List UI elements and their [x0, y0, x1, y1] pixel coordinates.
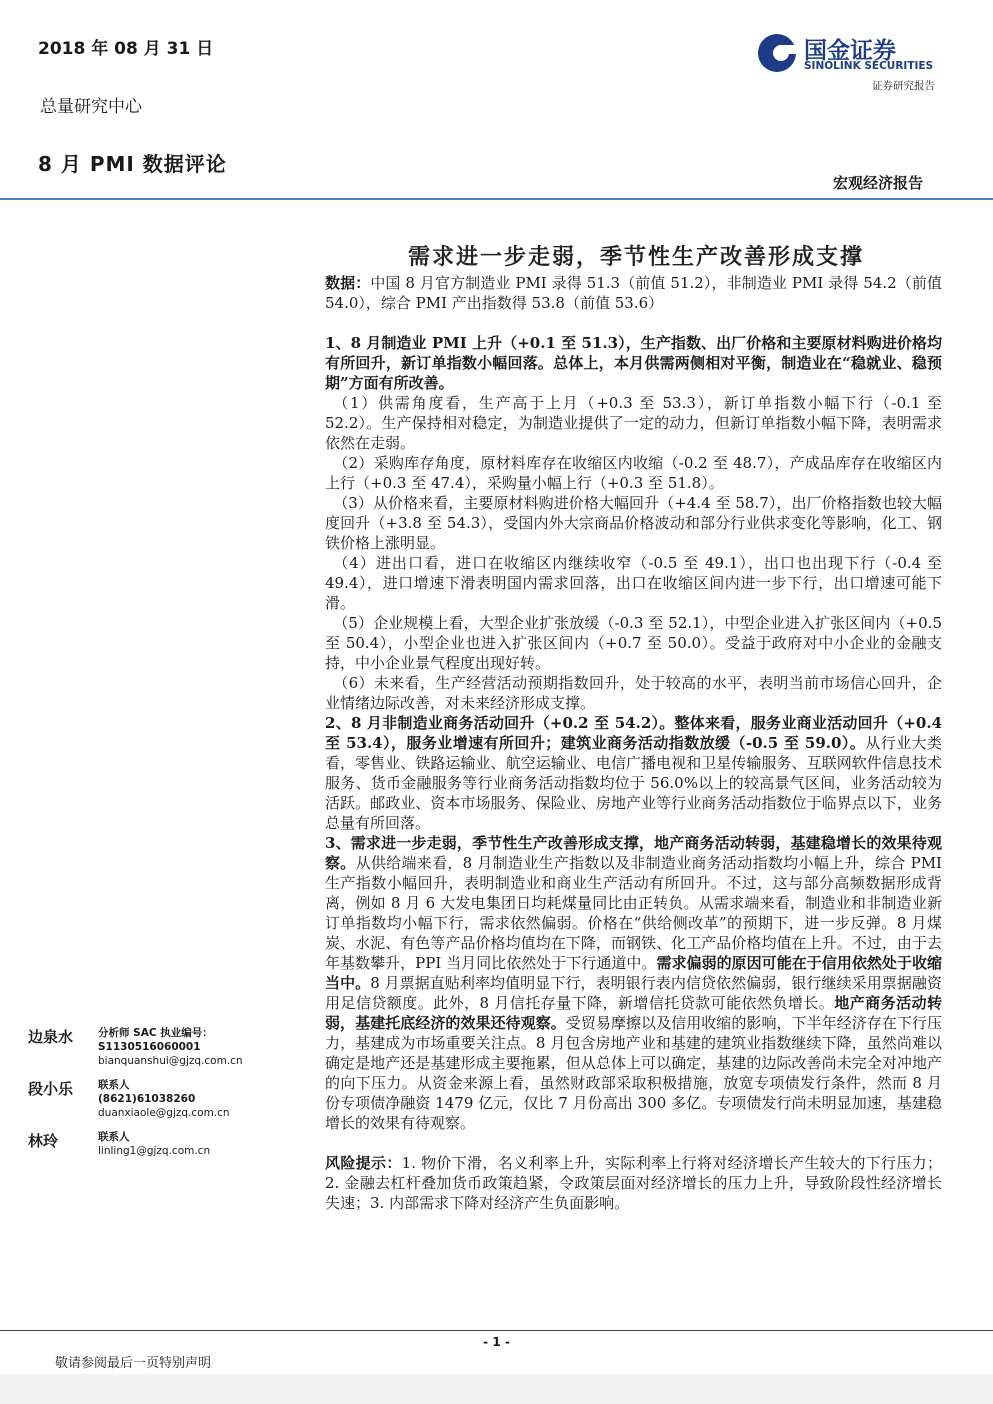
header-divider — [0, 198, 993, 200]
section-3-text-2: 8 月票据直贴利率均值明显下行，表明银行表内信贷依然偏弱，银行继续采用票据融资用足信贷额度。此外，8 月信托存量下降，新增信托贷款可能依然负增长。 — [325, 974, 942, 1012]
section-1-point-6: （6）未来看，生产经营活动预期指数回升，处于较高的水平，表明当前市场信心回升，企业情绪边际改善，对未来经济形成支撑。 — [325, 674, 942, 712]
data-summary — [325, 273, 942, 313]
section-3-bold-2: 需求偏弱的原因可能在于信用依然处于收缩当中。 — [325, 954, 942, 992]
section-1-point-2: （2）采购库存角度，原材料库存在收缩区内收缩（-0.2 至 48.7），产成品库存在收缩区内上行（+0.3 至 47.4），采购量小幅上行（+0.3 至 51.8）。 — [325, 454, 942, 492]
author-email[interactable]: duanxiaole@gjzq.com.cn — [98, 1107, 230, 1119]
sinolink-logo-icon — [756, 32, 798, 74]
author-list — [28, 1026, 313, 1180]
data-text: 中国 8 月官方制造业 PMI 录得 51.3（前值 51.2），非制造业 PMI 录得 54.2（前值 54.0），综合 PMI 产出指数得 53.8（前值 53.6） — [325, 274, 942, 312]
page-number: - 1 - — [483, 1335, 510, 1349]
section-1-heading: 1、8 月制造业 PMI 上升（+0.1 至 51.3），生产指数、出厂价格和主要原材料购进价格均有所回升，新订单指数小幅回落。总体上，本月供需两侧相对平衡，制造业在“稳就业、稳预期”方面有所改善。 — [325, 334, 942, 392]
brand-logo — [756, 30, 946, 76]
department-name: 总量研究中心 — [40, 97, 142, 117]
report-body — [325, 273, 942, 1213]
section-2-text: 从行业大类看，零售业、铁路运输业、航空运输业、电信广播电视和卫星传输服务、互联网软件信息技术服务、货币金融服务等行业商务活动指数均位于 56.0%以上的较高景气区间，业务活动较为活跃。邮政业、资本市场服务、保险业、房地产业等行业商务活动指数位于临界点以下，业务总量有所回落。 — [325, 734, 942, 832]
author-name: 段小乐 — [28, 1080, 74, 1098]
report-date: 2018 年 08 月 31 日 — [38, 39, 214, 59]
report-title: 8 月 PMI 数据评论 — [38, 152, 227, 176]
brand-name-en: SINOLINK SECURITIES — [804, 60, 934, 72]
report-category: 宏观经济报告 — [833, 174, 924, 192]
footer-divider — [0, 1330, 993, 1331]
author-name: 边泉水 — [28, 1028, 74, 1046]
risk-text: 1. 物价下滑，名义利率上升，实际利率上行将对经济增长产生较大的下行压力；2. 金融去杠杆叠加货币政策趋紧，令政策层面对经济增长的压力上升，导致阶段性经济增长失速；3. 内部需求下降对经济产生负面影响。 — [325, 1154, 942, 1212]
section-3-text-1: 从供给端来看，8 月制造业生产指数以及非制造业商务活动指数均小幅上升，综合 PMI 生产指数小幅回升，表明制造业和商业生产活动有所回升。不过，这与部分高频数据形成背离，例如 8 月 6 大发电集团日均耗煤量同比由正转负。从需求端来看，制造业和非制造业新订单指数均小幅下行，需求依然偏弱。价格在“供给侧改革”的预期下，进一步反弹。8 月煤炭、水泥、有色等产品价格均值均在下降，而钢铁、化工产品价格均值在上升。不过，由于去年基数攀升，PPI 当月同比依然处于下行通道中。 — [325, 854, 942, 972]
brand-name-cn: 国金证券 — [804, 38, 896, 64]
author-role: 分析师 SAC 执业编号：S1130516060001 — [98, 1027, 213, 1053]
risk-label: 风险提示： — [325, 1154, 402, 1172]
author-email[interactable]: bianquanshui@gjzq.com.cn — [98, 1055, 243, 1067]
author-phone: (8621)61038260 — [98, 1093, 196, 1105]
section-2-heading: 2、8 月非制造业商务活动回升（+0.2 至 54.2）。整体来看，服务业商业活动回升（+0.4 至 53.4），服务业增速有所回升；建筑业商务活动指数放缓（-0.5 至 59.0）。 — [325, 714, 942, 752]
section-3 — [325, 833, 942, 1133]
footer-disclaimer: 敬请参阅最后一页特别声明 — [55, 1356, 212, 1371]
risk-warning — [325, 1153, 942, 1213]
footer-band — [0, 1374, 993, 1404]
headline: 需求进一步走弱，季节性生产改善形成支撑 — [407, 244, 864, 270]
section-1-point-3: （3）从价格来看，主要原材料购进价格大幅回升（+4.4 至 58.7），出厂价格指数也较大幅度回升（+3.8 至 54.3），受国内外大宗商品价格波动和部分行业供求变化等影响，化工、钢铁价格上涨明显。 — [325, 494, 942, 552]
section-1-point-5: （5）企业规模上看，大型企业扩张放缓（-0.3 至 52.1），中型企业进入扩张区间内（+0.5 至 50.4），小型企业也进入扩张区间内（+0.7 至 50.0）。受益于政府对中小企业的金融支持，中小企业景气程度出现好转。 — [325, 614, 942, 672]
section-2 — [325, 713, 942, 833]
section-1-point-4: （4）进出口看，进口在收缩区内继续收窄（-0.5 至 49.1），出口也出现下行（-0.4 至 49.4），进口增速下滑表明国内需求回落，出口在收缩区间内进一步下行，出口增速可能下滑。 — [325, 554, 942, 612]
section-3-text-3: 受贸易摩擦以及信用收缩的影响，下半年经济存在下行压力，基建成为市场重要关注点。8 月包含房地产业和基建的建筑业指数继续下降，虽然尚难以确定是地产还是基建形成主要拖累，但从总体上可以确定，基建的边际改善尚未完全对冲地产的向下压力。从资金来源上看，虽然财政部采取积极措施，放宽专项债发行条件，然而 8 月份专项债净融资 1479 亿元，仅比 7 月份高出 300 多亿。专项债发行尚未明显加速，基建稳增长的效果有待观察。 — [325, 1014, 942, 1132]
author-email[interactable]: linling1@gjzq.com.cn — [98, 1145, 211, 1157]
author-card — [28, 1130, 313, 1170]
brand-subtitle: 证券研究报告 — [872, 80, 935, 92]
section-1-point-1: （1）供需角度看，生产高于上月（+0.3 至 53.3），新订单指数小幅下行（-0.1 至 52.2）。生产保持相对稳定，为制造业提供了一定的动力，但新订单指数小幅下降，表明需求依然在走弱。 — [325, 394, 942, 452]
author-card — [28, 1078, 313, 1120]
author-name: 林玲 — [28, 1132, 59, 1150]
author-card — [28, 1026, 313, 1068]
author-role: 联系人 — [98, 1131, 130, 1143]
data-label: 数据： — [325, 274, 371, 292]
author-role: 联系人 — [98, 1079, 130, 1091]
section-3-heading: 3、需求进一步走弱，季节性生产改善形成支撑，地产商务活动转弱，基建稳增长的效果待观察。 — [325, 834, 942, 872]
spacer — [325, 1133, 942, 1153]
spacer — [325, 313, 942, 333]
section-3-bold-3: 地产商务活动转弱，基建托底经济的效果还待观察。 — [325, 994, 942, 1032]
